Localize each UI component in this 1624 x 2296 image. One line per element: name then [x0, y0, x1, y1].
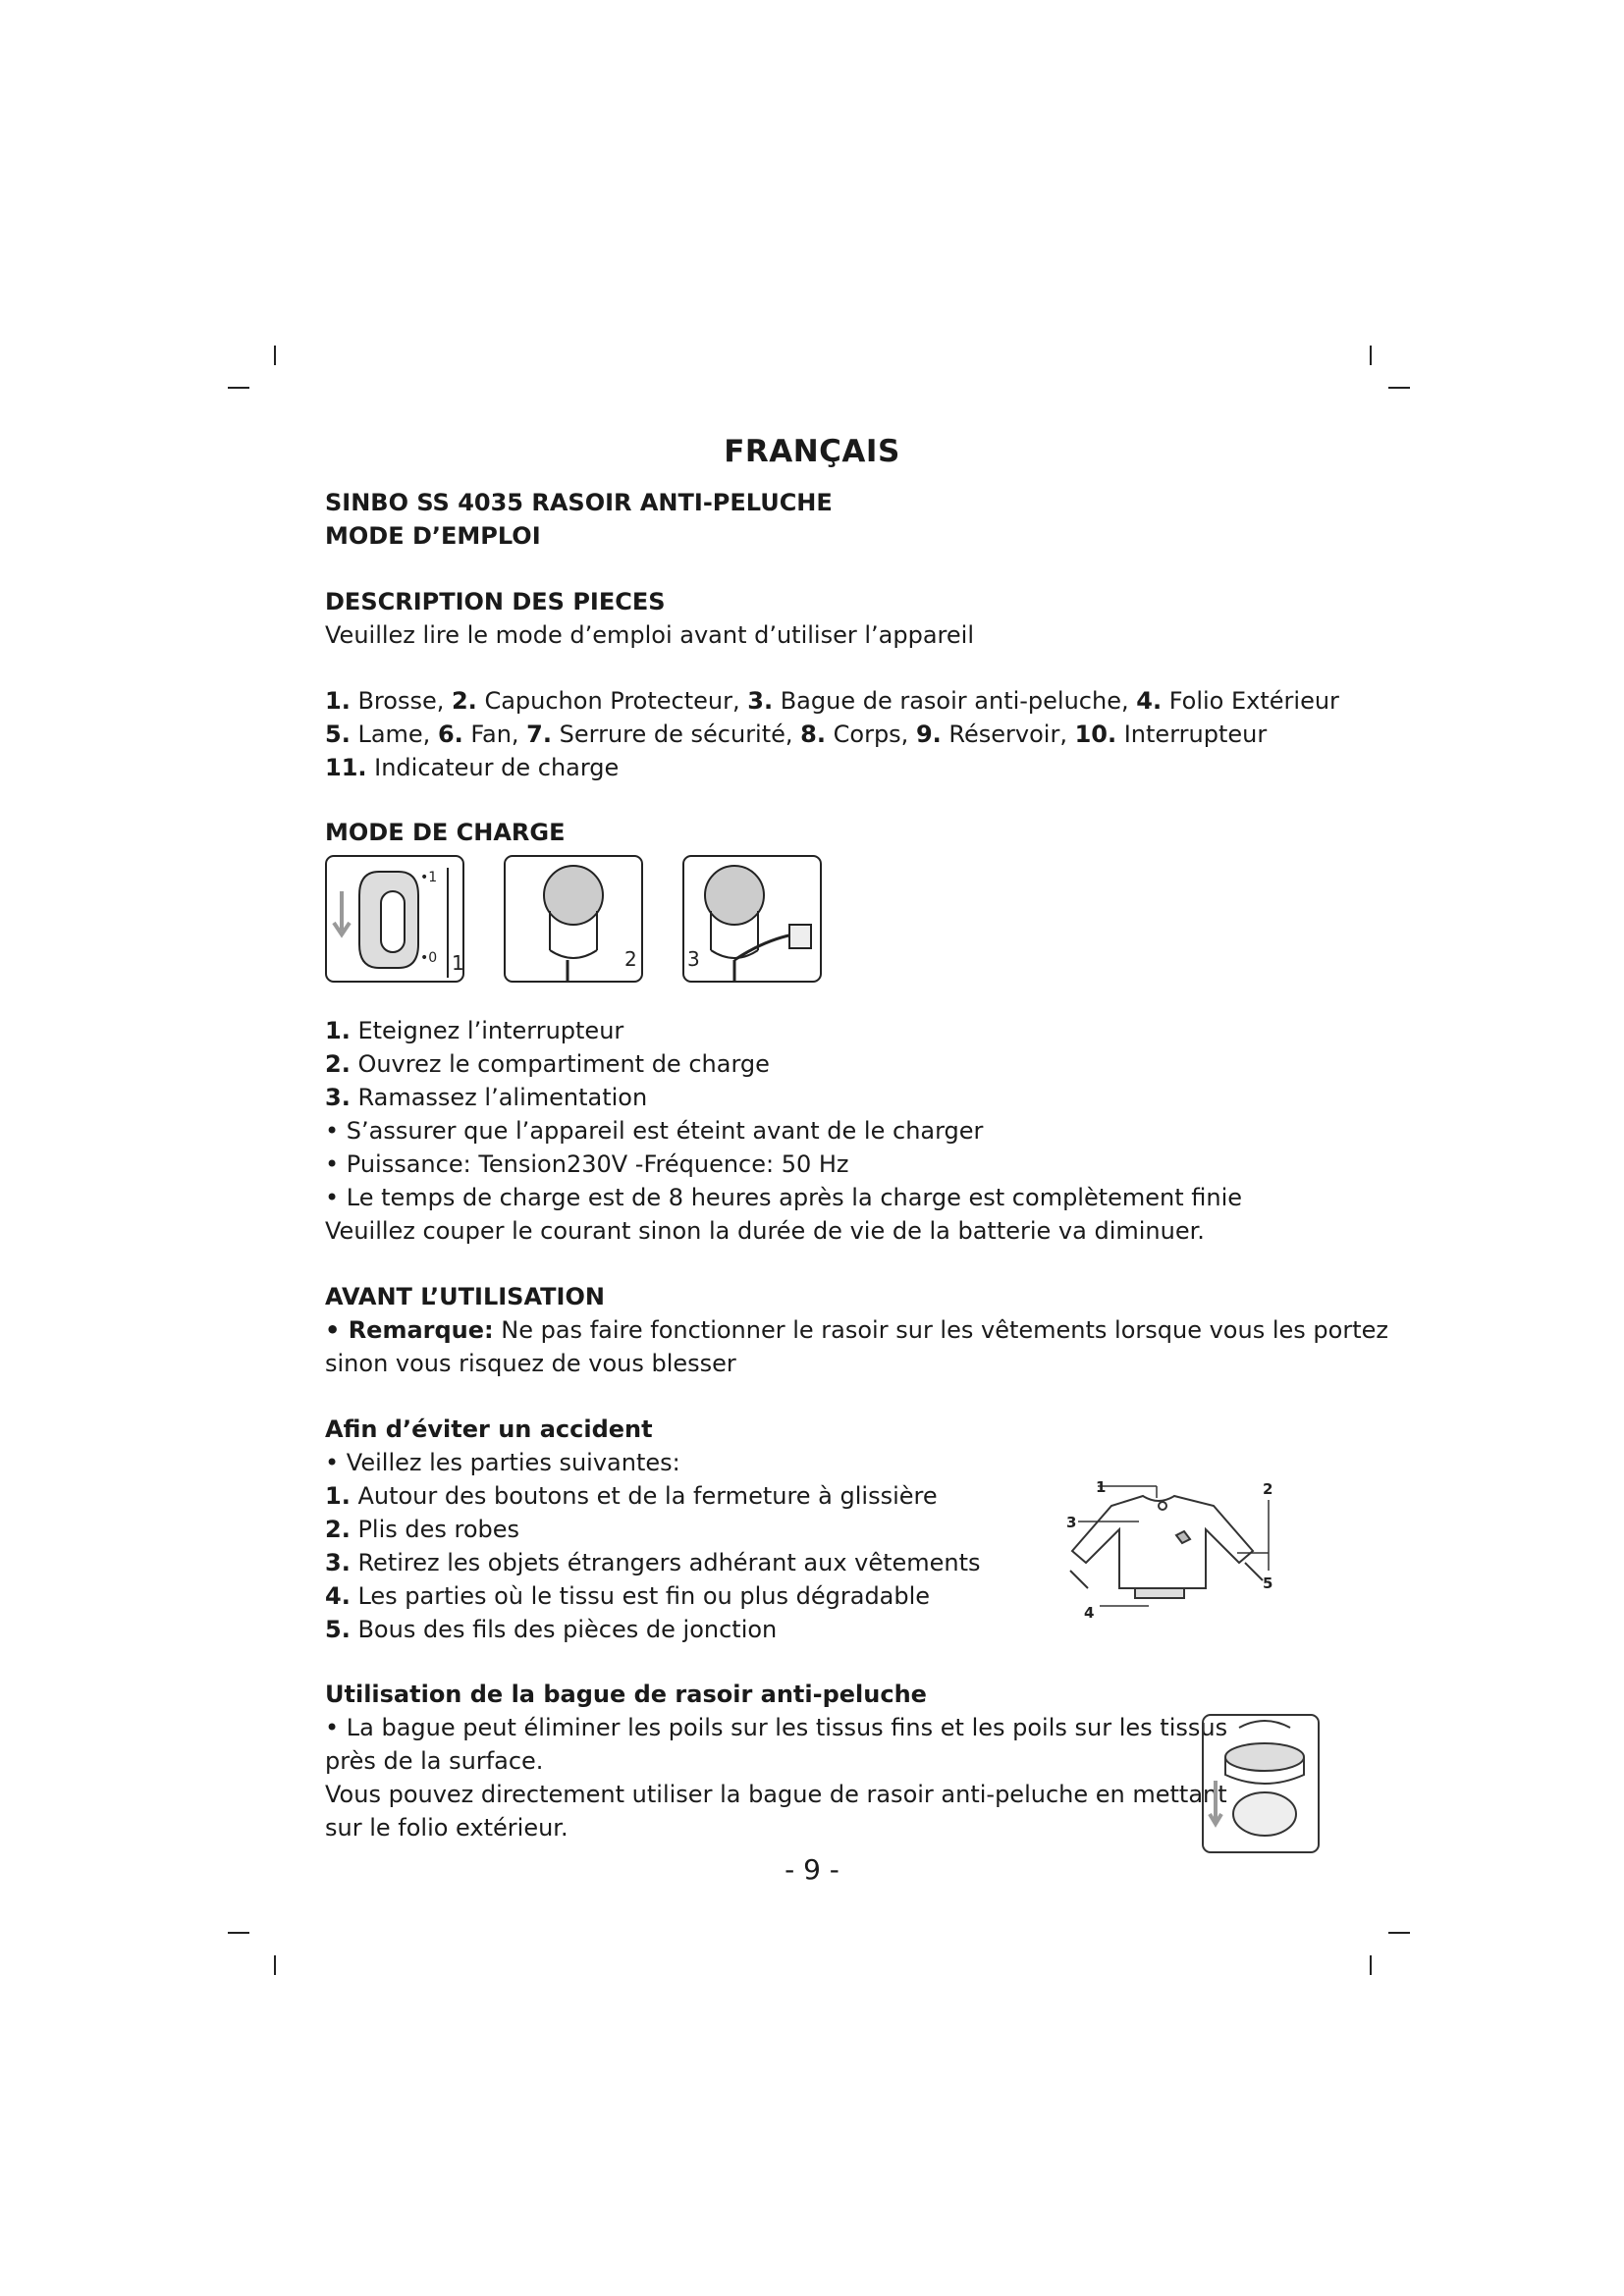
charge-bullet: • S’assurer que l’appareil est éteint avant de le charger	[325, 1117, 984, 1145]
parts-line: 5. Lame, 6. Fan, 7. Serrure de sécurité, 8. Corps, 9. Réservoir, 10. Interrupteur	[325, 721, 1268, 748]
parts-line: 11. Indicateur de charge	[325, 754, 620, 781]
switch-label: •0	[420, 950, 438, 966]
ring-text: Vous pouvez directement utiliser la bague de rasoir anti-peluche en mettant	[325, 1781, 1227, 1808]
remark-line-2: sinon vous risquez de vous blesser	[325, 1350, 736, 1377]
charge-bullet: • Puissance: Tension230V -Fréquence: 50 Hz	[325, 1150, 849, 1178]
crop-mark	[1370, 346, 1372, 365]
charge-warning: Veuillez couper le courant sinon la durée de vie de la batterie va diminuer.	[325, 1217, 1205, 1245]
accident-item: 4. Les parties où le tissu est fin ou plus dégradable	[325, 1582, 931, 1610]
ring-text: sur le folio extérieur.	[325, 1814, 568, 1842]
diagram-label: 3	[1066, 1514, 1077, 1531]
charging-figures	[322, 852, 823, 988]
accident-intro: • Veillez les parties suivantes:	[325, 1449, 680, 1476]
crop-mark	[1370, 1955, 1372, 1975]
diagram-label: 4	[1084, 1604, 1095, 1622]
crop-mark	[228, 1932, 249, 1934]
ring-illustration	[1200, 1712, 1322, 1855]
charge-heading: MODE DE CHARGE	[325, 819, 566, 846]
figure-number: 3	[687, 947, 700, 971]
charge-step: 2. Ouvrez le compartiment de charge	[325, 1050, 770, 1078]
crop-mark	[228, 387, 249, 389]
figure-number: 1	[452, 951, 464, 975]
crop-mark	[1388, 1932, 1410, 1934]
crop-mark	[1388, 387, 1410, 389]
description-intro: Veuillez lire le mode d’emploi avant d’utiliser l’appareil	[325, 621, 974, 649]
ring-heading: Utilisation de la bague de rasoir anti-peluche	[325, 1681, 927, 1708]
accident-item: 3. Retirez les objets étrangers adhérant aux vêtements	[325, 1549, 981, 1576]
description-heading: DESCRIPTION DES PIECES	[325, 588, 666, 615]
page-number: - 9 -	[785, 1853, 839, 1886]
crop-mark	[274, 346, 276, 365]
figure-number: 2	[624, 947, 637, 971]
ring-text: près de la surface.	[325, 1747, 544, 1775]
diagram-label: 2	[1263, 1480, 1273, 1498]
accident-item: 2. Plis des robes	[325, 1516, 520, 1543]
accident-heading: Afin d’éviter un accident	[325, 1415, 653, 1443]
crop-mark	[274, 1955, 276, 1975]
doc-subtitle: MODE D’EMPLOI	[325, 522, 541, 550]
diagram-label: 5	[1263, 1575, 1273, 1592]
sweater-diagram	[1060, 1472, 1286, 1629]
charge-step: 3. Ramassez l’alimentation	[325, 1084, 648, 1111]
before-use-heading: AVANT L’UTILISATION	[325, 1283, 605, 1310]
parts-line: 1. Brosse, 2. Capuchon Protecteur, 3. Bague de rasoir anti-peluche, 4. Folio Extérieur	[325, 687, 1339, 715]
charge-step: 1. Eteignez l’interrupteur	[325, 1017, 624, 1044]
switch-label: •1	[420, 870, 438, 885]
accident-item: 1. Autour des boutons et de la fermeture à glissière	[325, 1482, 938, 1510]
accident-item: 5. Bous des fils des pièces de jonction	[325, 1616, 778, 1643]
doc-title: SINBO SS 4035 RASOIR ANTI-PELUCHE	[325, 489, 833, 516]
ring-text: • La bague peut éliminer les poils sur les tissus fins et les poils sur les tissus	[325, 1714, 1228, 1741]
charge-bullet: • Le temps de charge est de 8 heures après la charge est complètement finie	[325, 1184, 1243, 1211]
diagram-label: 1	[1096, 1478, 1107, 1496]
language-title: FRANÇAIS	[724, 434, 900, 469]
remark-line: • Remarque: Ne pas faire fonctionner le rasoir sur les vêtements lorsque vous les portez	[325, 1316, 1388, 1344]
